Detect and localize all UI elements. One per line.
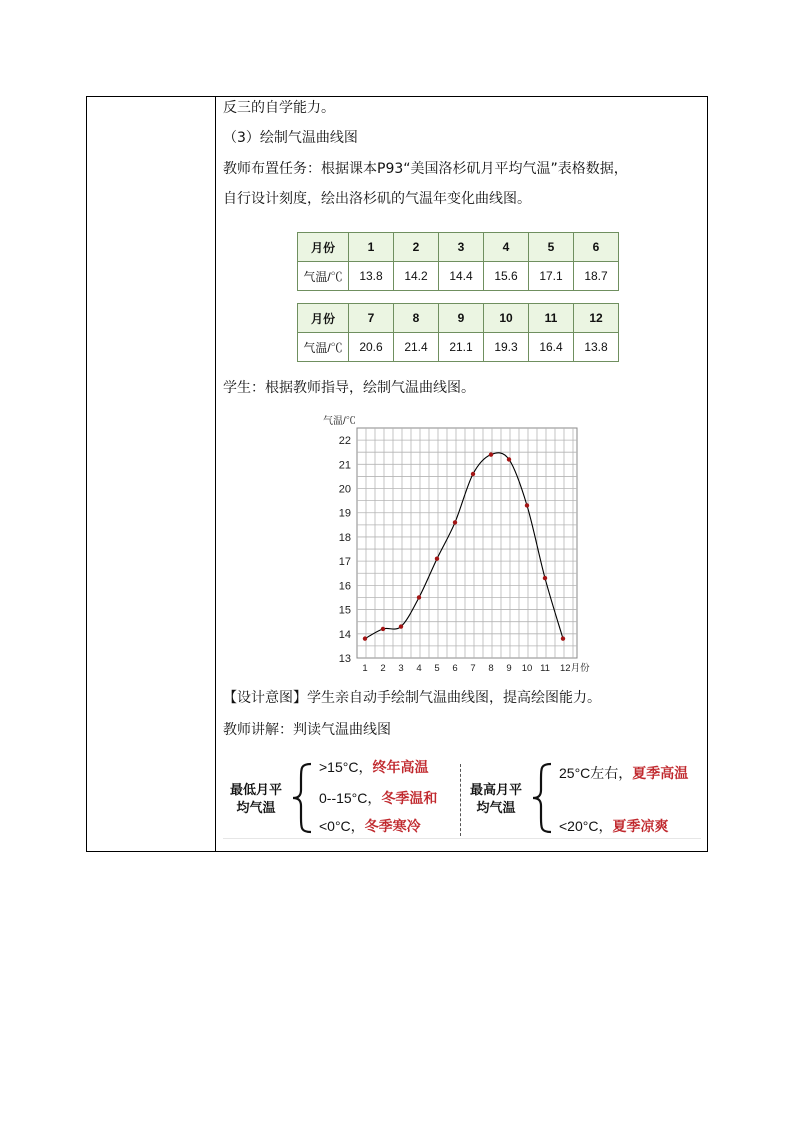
x-tick-label: 9 xyxy=(506,663,512,674)
temperature-curve-line xyxy=(365,453,563,639)
x-tick-label: 4 xyxy=(416,663,422,674)
column-divider xyxy=(215,96,216,852)
option-range: <20°C， xyxy=(559,818,613,834)
x-tick-label: 3 xyxy=(398,663,404,674)
x-tick-label: 12月份 xyxy=(560,663,590,674)
y-axis-label: 气温/℃ xyxy=(323,416,356,427)
temp-cell: 20.6 xyxy=(349,333,394,362)
min-temp-category xyxy=(225,781,287,817)
temp-header: 气温/℃ xyxy=(298,262,349,291)
teacher-explain-line: 教师讲解：判读气温曲线图 xyxy=(223,722,391,738)
max-temp-option-2 xyxy=(559,817,668,835)
max-temp-option-1 xyxy=(559,764,688,782)
chart-svg xyxy=(321,414,601,676)
y-tick-label: 15 xyxy=(338,604,351,617)
data-point xyxy=(435,557,439,561)
y-tick-label: 20 xyxy=(338,483,351,496)
x-tick-label: 11 xyxy=(540,663,550,674)
option-desc: 夏季凉爽 xyxy=(612,818,669,834)
section-heading: （3）绘制气温曲线图 xyxy=(223,130,358,146)
temp-cell: 17.1 xyxy=(529,262,574,291)
text-line-1: 反三的自学能力。 xyxy=(223,100,335,116)
y-tick-label: 22 xyxy=(338,435,351,448)
temperature-reading-panel xyxy=(223,758,703,838)
option-desc: 终年高温 xyxy=(372,759,429,775)
plot-frame xyxy=(357,428,577,658)
month-cell: 8 xyxy=(394,304,439,333)
min-temp-option-3 xyxy=(319,817,421,835)
option-range: <0°C， xyxy=(319,818,365,834)
month-cell: 11 xyxy=(529,304,574,333)
option-range: 25°C左右， xyxy=(559,765,633,781)
data-point xyxy=(363,636,367,640)
max-temp-category-line1: 最高月平 xyxy=(469,782,522,797)
panel-divider xyxy=(460,764,461,836)
data-point xyxy=(471,472,475,476)
month-row xyxy=(298,304,619,333)
temperature-table-2 xyxy=(297,303,619,362)
temp-cell: 15.6 xyxy=(484,262,529,291)
design-intent-line xyxy=(223,688,601,708)
design-intent-label: 【设计意图】 xyxy=(223,690,307,706)
temp-cell: 21.1 xyxy=(439,333,484,362)
panel-bottom-rule xyxy=(223,838,701,839)
data-point xyxy=(561,636,565,640)
data-point xyxy=(543,576,547,580)
month-cell: 9 xyxy=(439,304,484,333)
y-tick-label: 21 xyxy=(338,459,351,472)
option-desc: 夏季高温 xyxy=(632,765,689,781)
temp-cell: 14.4 xyxy=(439,262,484,291)
x-tick-label: 6 xyxy=(452,663,458,674)
month-cell: 12 xyxy=(574,304,619,333)
temp-cell: 13.8 xyxy=(574,333,619,362)
option-range: 0--15°C， xyxy=(319,790,382,806)
max-temp-category xyxy=(465,781,527,817)
data-point xyxy=(417,595,421,599)
month-cell: 1 xyxy=(349,233,394,262)
temp-cell: 19.3 xyxy=(484,333,529,362)
month-cell: 2 xyxy=(394,233,439,262)
x-tick-label: 1 xyxy=(362,663,368,674)
data-point xyxy=(525,503,529,507)
month-cell: 3 xyxy=(439,233,484,262)
y-tick-label: 13 xyxy=(338,653,351,665)
teacher-task-line-2: 自行设计刻度，绘出洛杉矶的气温年变化曲线图。 xyxy=(223,191,531,207)
month-cell: 7 xyxy=(349,304,394,333)
data-point xyxy=(489,452,493,456)
min-temp-option-2 xyxy=(319,789,437,807)
temp-cell: 18.7 xyxy=(574,262,619,291)
x-tick-label: 7 xyxy=(470,663,476,674)
right-brace-icon xyxy=(531,762,553,834)
temp-cell: 16.4 xyxy=(529,333,574,362)
min-temp-category-line1: 最低月平 xyxy=(229,782,282,797)
min-temp-category-line2: 均气温 xyxy=(236,800,276,815)
data-point xyxy=(507,457,511,461)
min-temp-option-1 xyxy=(319,758,428,776)
max-temp-category-line2: 均气温 xyxy=(476,800,516,815)
design-intent-text: 学生亲自动手绘制气温曲线图，提高绘图能力。 xyxy=(307,690,601,706)
temperature-curve-chart xyxy=(321,414,601,680)
data-point xyxy=(453,520,457,524)
month-cell: 6 xyxy=(574,233,619,262)
temp-cell: 21.4 xyxy=(394,333,439,362)
temp-row xyxy=(298,262,619,291)
temperature-table-1 xyxy=(297,232,619,291)
temp-row xyxy=(298,333,619,362)
option-range: >15°C， xyxy=(319,759,373,775)
y-tick-label: 19 xyxy=(338,507,351,520)
temp-cell: 13.8 xyxy=(349,262,394,291)
month-header: 月份 xyxy=(298,233,349,262)
left-brace-icon xyxy=(291,762,313,834)
x-tick-label: 8 xyxy=(488,663,494,674)
x-tick-label: 5 xyxy=(434,663,440,674)
teacher-task-line: 教师布置任务：根据课本P93“美国洛杉矶月平均气温”表格数据， xyxy=(223,161,628,177)
data-point xyxy=(381,627,385,631)
y-tick-label: 17 xyxy=(338,556,351,569)
data-point xyxy=(399,624,403,628)
month-cell: 5 xyxy=(529,233,574,262)
option-desc: 冬季温和 xyxy=(381,790,438,806)
month-cell: 10 xyxy=(484,304,529,333)
y-tick-label: 18 xyxy=(338,531,351,544)
temp-header: 气温/℃ xyxy=(298,333,349,362)
month-cell: 4 xyxy=(484,233,529,262)
student-line: 学生：根据教师指导，绘制气温曲线图。 xyxy=(223,380,475,396)
temp-cell: 14.2 xyxy=(394,262,439,291)
month-row xyxy=(298,233,619,262)
y-tick-label: 14 xyxy=(338,628,351,641)
y-tick-label: 16 xyxy=(338,580,351,593)
option-desc: 冬季寒冷 xyxy=(364,818,421,834)
x-tick-label: 2 xyxy=(380,663,386,674)
x-tick-label: 10 xyxy=(521,663,533,674)
month-header: 月份 xyxy=(298,304,349,333)
